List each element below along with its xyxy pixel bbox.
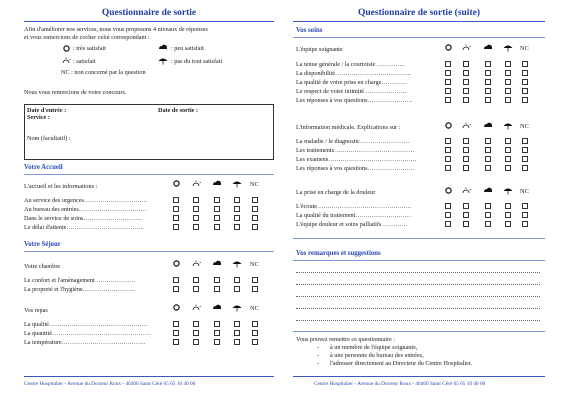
rating-checkbox[interactable] [193,277,199,283]
rating-checkbox[interactable] [445,203,451,209]
title-rule [24,21,274,22]
cloud-icon [212,304,222,312]
title-rule [293,21,545,22]
cloud-icon [158,44,168,52]
rating-checkbox[interactable] [234,321,240,327]
row-label: La température………………………………….. [24,339,146,346]
section-title-soins: Vos soins [296,27,323,34]
handover-item: à un membre de l'équipe soignante, [330,344,418,351]
row-label: Les examens……………………………………. [296,156,417,163]
rating-checkbox[interactable] [234,197,240,203]
rating-checkbox[interactable] [522,221,528,227]
legend-nc: NC : non concerné par la question [61,69,146,76]
umbrella-icon [503,122,513,132]
cloud-icon [483,187,493,195]
row-label: L'écoute………………………………………. [296,203,412,210]
rating-checkbox[interactable] [445,221,451,227]
rating-checkbox[interactable] [505,165,511,171]
rating-checkbox[interactable] [463,61,469,67]
rating-checkbox[interactable] [214,330,220,336]
row-label: La qualité de votre prise en charge………… [296,79,407,86]
rating-checkbox[interactable] [252,197,258,203]
divider-rule [293,238,545,239]
nc-column-label: NC [520,45,529,52]
rating-checkbox[interactable] [463,156,469,162]
section-rule [24,174,274,175]
half-sun-icon [191,260,201,269]
rating-checkbox[interactable] [505,88,511,94]
rating-checkbox[interactable] [463,212,469,218]
rating-checkbox[interactable] [252,215,258,221]
rating-checkbox[interactable] [214,277,220,283]
rating-checkbox[interactable] [485,212,491,218]
row-label: La propreté et l'hygiène…………………….. [24,286,136,293]
rating-checkbox[interactable] [252,206,258,212]
bullet-dash: - [317,344,320,351]
cloud-icon [212,260,222,268]
half-sun-icon [191,304,201,313]
rating-checkbox[interactable] [214,321,220,327]
rating-checkbox[interactable] [485,97,491,103]
group-heading-accueil: L'accueil et les informations : [24,183,98,190]
nc-column-label: NC [520,123,529,130]
half-sun-icon [461,44,471,53]
row-label: Le confort et l'aménagement ………………. [24,277,135,284]
rating-checkbox[interactable] [485,156,491,162]
rating-checkbox[interactable] [505,221,511,227]
left-page-title: Questionnaire de sortie [101,8,197,18]
rating-checkbox[interactable] [463,221,469,227]
cloud-icon [212,180,222,188]
cloud-icon [483,44,493,52]
rating-checkbox[interactable] [173,277,179,283]
rating-checkbox[interactable] [173,330,179,336]
rating-checkbox[interactable] [193,339,199,345]
rating-checkbox[interactable] [463,97,469,103]
date-entree-label[interactable]: Date d'entrée : [27,107,67,114]
rating-checkbox[interactable] [234,224,240,230]
rating-checkbox[interactable] [252,321,258,327]
rating-checkbox[interactable] [173,321,179,327]
row-label: Le délai d'attente……………………………….. [24,224,144,231]
rating-checkbox[interactable] [234,339,240,345]
row-label: Au service des urgences…………………………. [24,197,148,204]
intro-line-1: Afin d'améliorer nos services, nous vous proposons 4 niveaux de réponses [24,26,208,33]
rating-checkbox[interactable] [252,286,258,292]
row-label: Les réponses à vos questions………………….. [296,165,414,172]
remarks-line[interactable] [296,272,540,273]
rating-checkbox[interactable] [252,339,258,345]
rating-checkbox[interactable] [214,286,220,292]
bullet-dash: - [317,352,320,359]
rating-checkbox[interactable] [214,339,220,345]
rating-checkbox[interactable] [485,138,491,144]
handover-item: l'adresser directement au Directeur du Centre Hospitalier. [330,360,473,367]
rating-checkbox[interactable] [463,88,469,94]
intro-line-2: et vous remercions de cocher celui correspondant : [24,34,150,41]
rating-checkbox[interactable] [252,224,258,230]
rating-checkbox[interactable] [445,156,451,162]
rating-checkbox[interactable] [505,147,511,153]
rating-checkbox[interactable] [214,215,220,221]
open-circle-icon [61,45,71,54]
rating-checkbox[interactable] [173,215,179,221]
rating-checkbox[interactable] [505,156,511,162]
rating-checkbox[interactable] [463,147,469,153]
rating-checkbox[interactable] [234,286,240,292]
divider-rule [293,331,545,332]
row-label: La tenue générale / la courtoisie ………….. [296,61,405,68]
nc-column-label: NC [250,261,259,268]
rating-checkbox[interactable] [463,203,469,209]
rating-checkbox[interactable] [445,79,451,85]
group-heading-chambre: Votre chambre [24,263,61,270]
rating-checkbox[interactable] [485,79,491,85]
group-heading-repas: Vos repas [24,307,48,314]
rating-checkbox[interactable] [485,203,491,209]
row-label: La disponibilité………………………………. [296,70,411,77]
rating-checkbox[interactable] [522,147,528,153]
remarks-line[interactable] [296,308,540,309]
cloud-icon [483,122,493,130]
umbrella-icon [503,44,513,54]
rating-checkbox[interactable] [445,147,451,153]
rating-checkbox[interactable] [463,165,469,171]
rating-checkbox[interactable] [522,97,528,103]
handover-item: à une personne du bureau des entrées, [330,352,424,359]
remarks-line[interactable] [296,320,540,321]
rating-checkbox[interactable] [505,212,511,218]
rating-checkbox[interactable] [445,88,451,94]
rating-checkbox[interactable] [485,165,491,171]
open-circle-icon [443,122,453,131]
legend-satisfait: : satisfait [73,58,96,65]
rating-checkbox[interactable] [505,203,511,209]
row-label: Au bureau des entrées…………………………… [24,206,147,213]
rating-checkbox[interactable] [522,156,528,162]
rating-checkbox[interactable] [445,97,451,103]
rating-checkbox[interactable] [173,286,179,292]
right-footer: Centre Hospitalier - Avenue du Docteur Roux - 46400 Saint Céré 05 65 10 40 00 [314,381,486,387]
half-sun-icon [61,57,71,66]
footer-rule [293,376,545,377]
rating-checkbox[interactable] [485,221,491,227]
rating-checkbox[interactable] [485,70,491,76]
service-label[interactable]: Service : [27,114,50,121]
row-label: La maladie / le diagnostic…………………… [296,138,410,145]
rating-checkbox[interactable] [522,203,528,209]
rating-checkbox[interactable] [445,61,451,67]
open-circle-icon [443,187,453,196]
rating-checkbox[interactable] [505,97,511,103]
rating-checkbox[interactable] [522,61,528,67]
rating-checkbox[interactable] [193,286,199,292]
row-label: Le respect de votre intimité ……………….. [296,88,406,95]
rating-checkbox[interactable] [252,330,258,336]
rating-checkbox[interactable] [463,70,469,76]
left-footer: Centre Hospitalier - Avenue du Docteur Roux - 46400 Saint Céré 05 65 10 40 00 [24,381,196,387]
umbrella-icon [232,304,242,314]
rating-checkbox[interactable] [173,339,179,345]
row-label: La qualité………………………………………… [24,321,148,328]
rating-checkbox[interactable] [252,277,258,283]
rating-checkbox[interactable] [193,197,199,203]
remarks-line[interactable] [296,296,540,297]
rating-checkbox[interactable] [505,70,511,76]
rating-checkbox[interactable] [234,206,240,212]
legend-peu-satisfait: : peu satisfait [171,45,204,52]
group-heading-information: L'information médicale. Explications sur : [296,124,401,131]
rating-checkbox[interactable] [234,215,240,221]
rating-checkbox[interactable] [193,206,199,212]
bullet-dash: - [317,360,320,367]
open-circle-icon [171,180,181,189]
open-circle-icon [171,304,181,313]
umbrella-icon [232,260,242,270]
row-label: L'équipe douleur et soins palliatifs ………… [296,221,408,228]
nc-column-label: NC [520,188,529,195]
rating-checkbox[interactable] [505,79,511,85]
half-sun-icon [461,122,471,131]
rating-checkbox[interactable] [173,197,179,203]
group-heading-douleur: La prise en charge de la douleur [296,189,376,196]
half-sun-icon [461,187,471,196]
rating-checkbox[interactable] [522,79,528,85]
rating-checkbox[interactable] [214,206,220,212]
rating-checkbox[interactable] [193,224,199,230]
rating-checkbox[interactable] [193,321,199,327]
rating-checkbox[interactable] [485,147,491,153]
section-title-sejour: Votre Séjour [24,241,61,248]
nom-label[interactable]: Nom (facultatif) : [27,135,71,142]
rating-checkbox[interactable] [445,138,451,144]
nc-column-label: NC [250,181,259,188]
open-circle-icon [171,260,181,269]
rating-checkbox[interactable] [234,277,240,283]
row-label: Les traitements………………………………… [296,147,415,154]
row-label: Dans le service de soins……………………….. [24,215,143,222]
section-title-accueil: Votre Accueil [24,164,63,171]
footer-rule [24,376,274,377]
half-sun-icon [191,180,201,189]
umbrella-icon [503,187,513,197]
umbrella-icon [158,57,168,67]
rating-checkbox[interactable] [505,138,511,144]
right-page-title: Questionnaire de sortie (suite) [358,8,480,18]
handover-intro: Vous pouvez remettre ce questionnaire : [296,336,396,343]
rating-checkbox[interactable] [522,138,528,144]
group-heading-equipe: L'équipe soignante [296,46,343,53]
rating-checkbox[interactable] [445,212,451,218]
rating-checkbox[interactable] [214,224,220,230]
section-title-remarques: Vos remarques et suggestions [296,250,381,257]
section-rule [293,37,545,38]
row-label: Les réponses à vos questions…………………. [296,97,413,104]
rating-checkbox[interactable] [463,138,469,144]
legend-pas-satisfait: : pas du tout satisfait [171,58,223,65]
rating-checkbox[interactable] [522,165,528,171]
row-label: La qualité du traitement……………………… [296,212,411,219]
rating-checkbox[interactable] [214,197,220,203]
rating-checkbox[interactable] [522,70,528,76]
rating-checkbox[interactable] [522,88,528,94]
remarks-line[interactable] [296,284,540,285]
rating-checkbox[interactable] [522,212,528,218]
nc-column-label: NC [250,305,259,312]
rating-checkbox[interactable] [463,79,469,85]
rating-checkbox[interactable] [193,215,199,221]
legend-tres-satisfait: : très satisfait [73,45,106,52]
rating-checkbox[interactable] [485,88,491,94]
rating-checkbox[interactable] [445,165,451,171]
rating-checkbox[interactable] [234,330,240,336]
rating-checkbox[interactable] [193,330,199,336]
section-rule [24,251,274,252]
section-rule [293,260,545,261]
row-label: La quantité………………………………………… [24,330,152,337]
open-circle-icon [443,44,453,53]
umbrella-icon [232,180,242,190]
rating-checkbox[interactable] [505,61,511,67]
rating-checkbox[interactable] [445,70,451,76]
rating-checkbox[interactable] [485,61,491,67]
thanks-text: Nous vous remercions de votre concours. [24,89,127,96]
date-sortie-label[interactable]: Date de sortie : [158,107,199,114]
rating-checkbox[interactable] [173,224,179,230]
rating-checkbox[interactable] [173,206,179,212]
